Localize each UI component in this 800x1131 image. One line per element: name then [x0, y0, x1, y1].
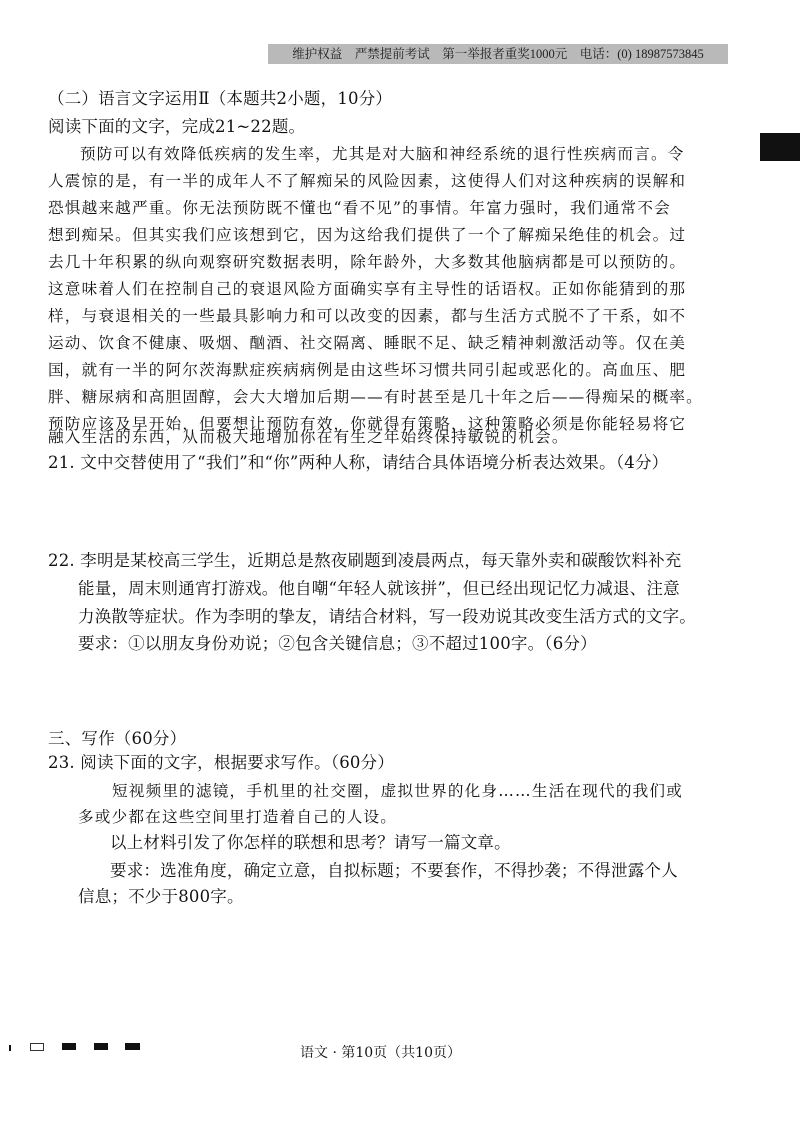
- writing-prompt: 以上材料引发了你怎样的联想和思考？请写一篇文章。: [110, 833, 511, 852]
- section-title: 三、写作（60分）: [48, 729, 187, 748]
- passage-line: 这意味着人们在控制自己的衰退风险方面确实享有主导性的话语权。正如你能猜到的那: [48, 280, 687, 298]
- section-title: （二）语言文字运用Ⅱ（本题共2小题，10分）: [48, 89, 393, 108]
- registration-mark: [30, 1043, 44, 1051]
- question-22-line: 力涣散等症状。作为李明的挚友，请结合材料，写一段劝说其改变生活方式的文字。: [78, 607, 696, 626]
- question-22-line: 要求：①以朋友身份劝说；②包含关键信息；③不超过100字。（6分）: [78, 634, 597, 653]
- question-21: 21. 文中交替使用了“我们”和“你”两种人称，请结合具体语境分析表达效果。（4分）: [48, 453, 669, 472]
- requirements-line: 要求：选准角度，确定立意，自拟标题；不要套作，不得抄袭；不得泄露个人: [110, 861, 678, 880]
- passage-line: 运动、饮食不健康、吸烟、酗酒、社交隔离、睡眠不足、缺乏精神刺激活动等。仅在美: [48, 334, 687, 352]
- passage-line: 融入生活的东西，从而极大地增加你在有生之年始终保持敏锐的机会。: [48, 428, 569, 446]
- question-22-line: 能量，周末则通宵打游戏。他自嘲“年轻人就该拼”，但已经出现记忆力减退、注意: [78, 579, 680, 598]
- passage-line: 预防应该及早开始，但要想让预防有效，你就得有策略，这种策略必须是你能轻易将它: [48, 415, 687, 433]
- passage-line: 去几十年积累的纵向观察研究数据表明，除年龄外，大多数其他脑病都是可以预防的。: [48, 253, 687, 271]
- page-footer: 语文 · 第10页（共10页）: [300, 1045, 461, 1061]
- passage-line: 样，与衰退相关的一些最具影响力和可以改变的因素，都与生活方式脱不了干系，如不: [48, 307, 687, 325]
- registration-mark: [125, 1043, 140, 1050]
- instruction: 阅读下面的文字，完成21~22题。: [48, 117, 306, 136]
- question-22-line: 22. 李明是某校高三学生，近期总是熬夜刷题到凌晨两点，每天靠外卖和碳酸饮料补充: [48, 551, 682, 570]
- question-23: 23. 阅读下面的文字，根据要求写作。（60分）: [48, 753, 395, 772]
- passage-line: 预防可以有效降低疾病的发生率，尤其是对大脑和神经系统的退行性疾病而言。令: [80, 145, 685, 163]
- requirements-line: 信息；不少于800字。: [78, 887, 244, 906]
- material-line: 短视频里的滤镜，手机里的社交圈，虚拟世界的化身……生活在现代的我们或: [112, 782, 683, 800]
- passage-line: 人震惊的是，有一半的成年人不了解痴呆的风险因素，这使得人们对这种疾病的误解和: [48, 172, 687, 190]
- header-banner: 维护权益 严禁提前考试 第一举报者重奖1000元 电话：(0) 18987573845: [268, 44, 728, 64]
- registration-mark: [94, 1043, 108, 1050]
- passage-line: 想到痴呆。但其实我们应该想到它，因为这给我们提供了一个了解痴呆绝佳的机会。过: [48, 226, 687, 244]
- passage-line: 胖、糖尿病和高胆固醇，会大大增加后期——有时甚至是几十年之后——得痴呆的概率。: [48, 388, 703, 406]
- page-edge-tab-mark: [760, 133, 800, 161]
- passage-line: 国，就有一半的阿尔茨海默症疾病病例是由这些坏习惯共同引起或恶化的。高血压、肥: [48, 361, 687, 379]
- registration-mark: [9, 1045, 11, 1051]
- registration-mark: [62, 1043, 76, 1050]
- material-line: 多或少都在这些空间里打造着自己的人设。: [78, 808, 398, 826]
- passage-line: 恐惧越来越严重。你无法预防既不懂也“看不见”的事情。年富力强时，我们通常不会: [48, 199, 671, 217]
